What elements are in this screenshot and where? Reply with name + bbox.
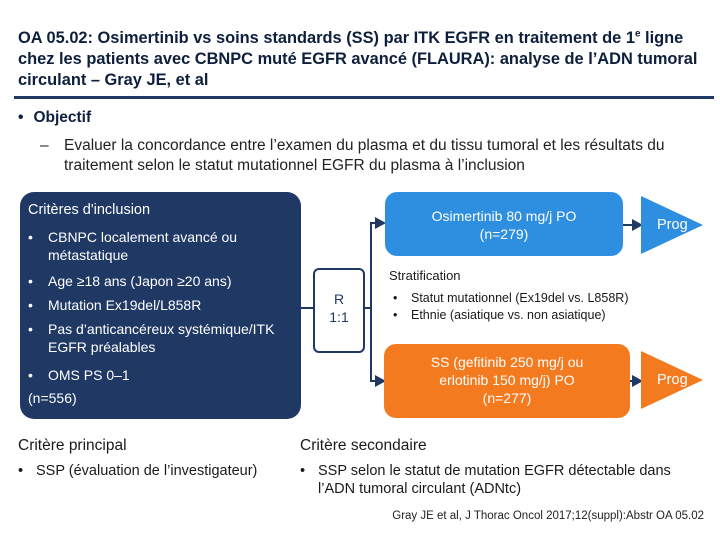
objective-text (40, 136, 710, 176)
randomization-ratio: 1:1 (329, 309, 349, 325)
prog-label-2: Prog (657, 372, 688, 388)
objective-description: Evaluer la concordance entre l’examen du plasma et du tissu tumoral et les résultats du traitement selon le statut mutationnel EGFR du plasma à l’inclusion (64, 137, 665, 174)
osimertinib-dose: Osimertinib 80 mg/j PO (431, 208, 577, 224)
secondary-endpoint-item: • SSP selon le statut de mutation EGFR détectable dans l’ADN tumoral circulant (ADNtc) (300, 463, 671, 497)
randomization-box (313, 268, 365, 353)
ss-line-1: SS (gefitinib 250 mg/j ou (430, 354, 584, 370)
title-divider (14, 96, 714, 99)
inclusion-item: • Pas d’anticancéreux systémique/ITK EGFR préalables (28, 321, 275, 355)
stratification-item: • Statut mutationnel (Ex19del vs. L858R) (393, 291, 629, 305)
secondary-endpoint-title: Critère secondaire (300, 437, 427, 454)
primary-endpoint-title: Critère principal (18, 437, 127, 454)
randomization-label: R (333, 291, 345, 307)
osimertinib-n: (n=279) (479, 226, 529, 242)
bullet-icon: • (18, 463, 24, 479)
inclusion-item: • Mutation Ex19del/L858R (28, 297, 202, 313)
citation: Gray JE et al, J Thorac Oncol 2017;12(suppl):Abstr OA 05.02 (392, 510, 704, 522)
arrow-branch-line (370, 222, 372, 382)
bullet-icon: • (28, 273, 33, 289)
objective-heading (18, 109, 91, 127)
inclusion-criteria-box (20, 192, 301, 419)
title-text-pre: OA 05.02: Osimertinib vs soins standards (SS) par ITK EGFR en traitement de 1 (18, 29, 635, 47)
osimertinib-arm-box (385, 192, 623, 256)
slide-title (18, 28, 708, 91)
title-superscript: e (634, 28, 641, 40)
stratification-item: • Ethnie (asiatique vs. non asiatique) (393, 308, 606, 322)
bullet-icon: • (28, 229, 33, 245)
bullet-icon: • (28, 297, 33, 313)
inclusion-item: • Age ≥18 ans (Japon ≥20 ans) (28, 273, 232, 289)
bullet-icon: • (18, 109, 24, 126)
primary-endpoint-item: • SSP (évaluation de l’investigateur) (18, 463, 258, 479)
title-text-post: ligne chez les patients avec CBNPC muté EGFR avancé (FLAURA): analyse de l’ADN tumoral circulant – Gray JE, et al (18, 29, 698, 89)
inclusion-n: (n=556) (28, 390, 77, 406)
inclusion-item: • OMS PS 0–1 (28, 367, 130, 383)
ss-n: (n=277) (482, 390, 532, 406)
dash-icon: – (40, 137, 49, 154)
objective-label: Objectif (33, 109, 92, 126)
bullet-icon: • (300, 463, 306, 479)
bullet-icon: • (393, 308, 398, 322)
ss-line-2: erlotinib 150 mg/j) PO (439, 372, 575, 388)
bullet-icon: • (393, 291, 398, 305)
prog-label-1: Prog (657, 217, 688, 233)
inclusion-item: • CBNPC localement avancé ou métastatique (28, 229, 238, 263)
inclusion-title: Critères d'inclusion (28, 202, 151, 218)
bullet-icon: • (28, 321, 33, 337)
bullet-icon: • (28, 367, 33, 383)
stratification-title: Stratification (389, 268, 461, 283)
ss-arm-box (384, 344, 630, 418)
arrow-to-randomization (301, 307, 313, 309)
